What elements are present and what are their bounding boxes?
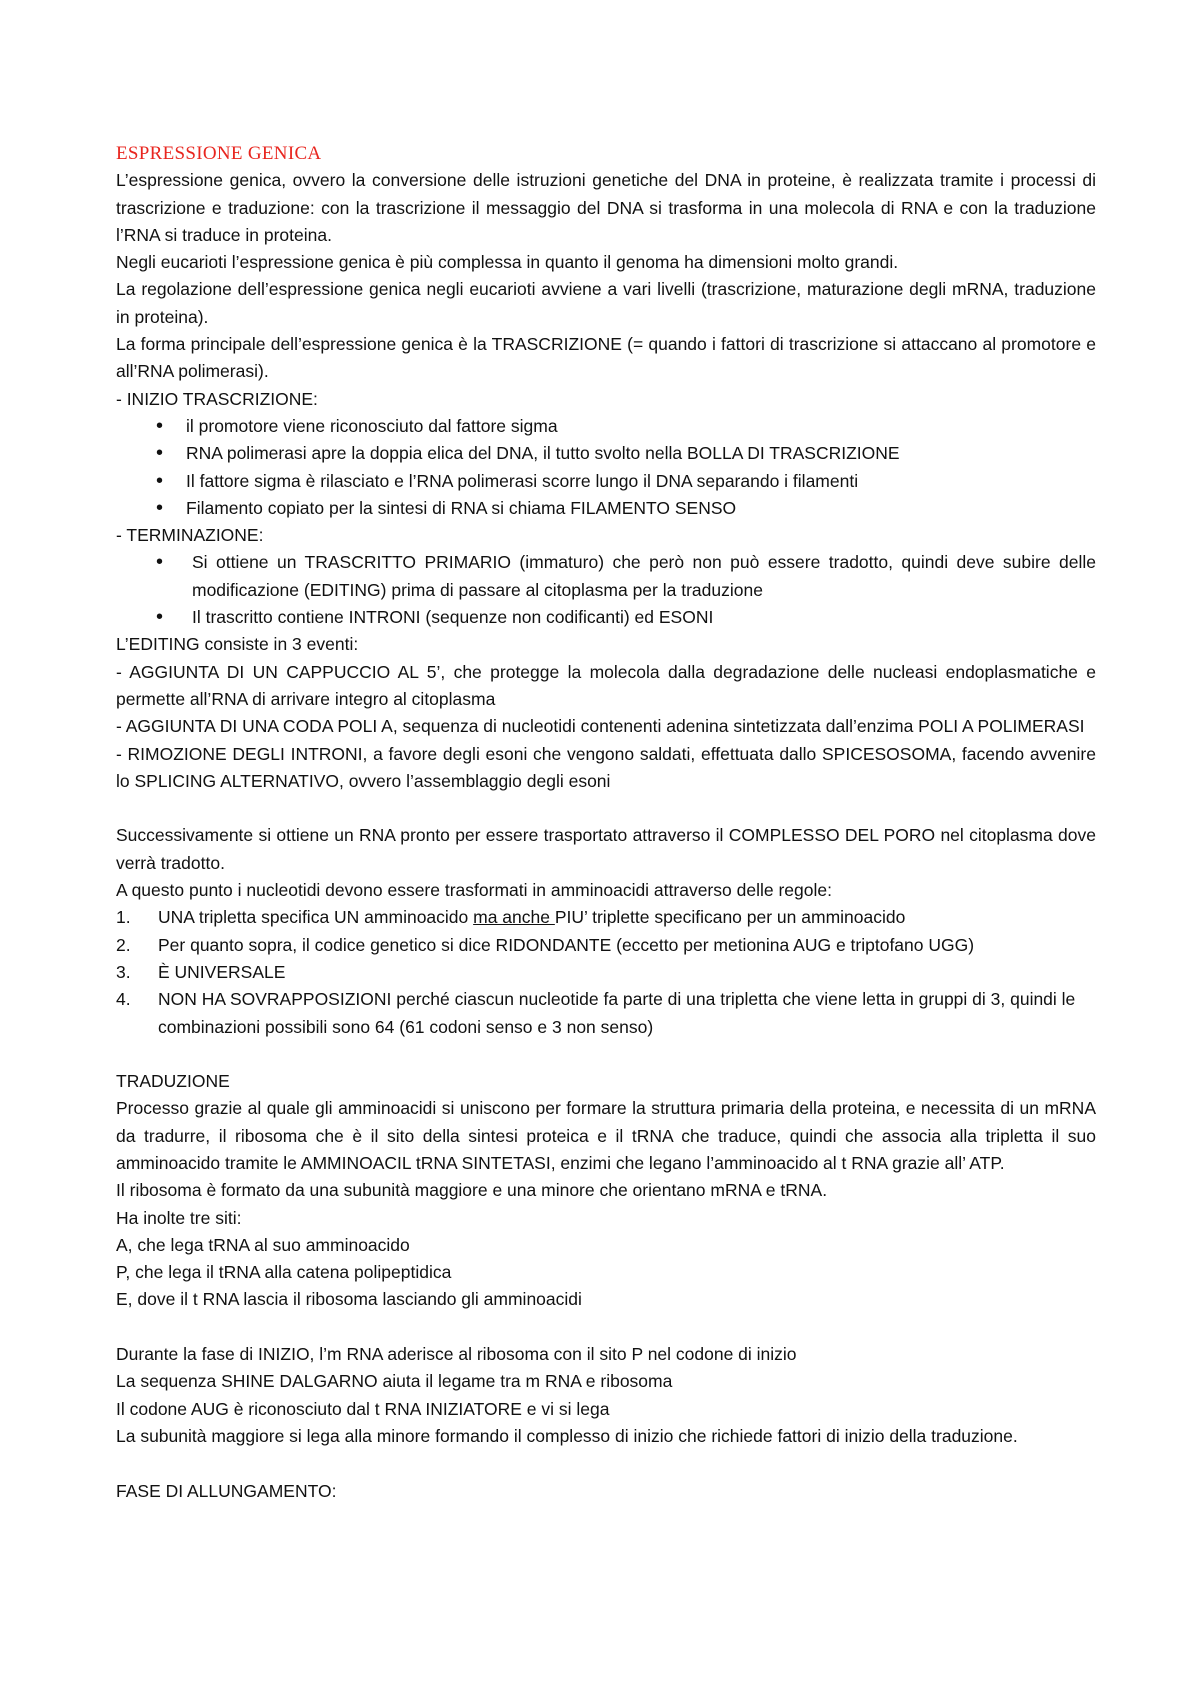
intro-paragraph-1: L’espressione genica, ovvero la conversione delle istruzioni genetiche del DNA in proteine, è realizzata tramite i processi di trascrizione e traduzione: con la trascrizione il messaggio del DNA si trasforma in una molecola di RNA e con la traduzione l’RNA si traduce in proteina. [116,170,1096,245]
list-item: • Il trascritto contiene INTRONI (sequenze non codificanti) ed ESONI [116,604,1096,631]
item-text-part: PIU’ triplette specificano per un amminoacido [554,907,906,928]
list-item [116,932,1096,959]
intro-paragraph-3: La regolazione dell’espressione genica negli eucarioti avviene a vari livelli (trascrizione, maturazione degli mRNA, traduzione in proteina). [116,279,1096,327]
list-item: • Si ottiene un TRASCRITTO PRIMARIO (immaturo) che però non può essere tradotto, quindi deve subire delle modificazione (EDITING) prima di passare al citoplasma per la traduzione [116,549,1096,604]
codice-paragraph-2: A questo punto i nucleotidi devono essere trasformati in amminoacidi attraverso delle regole: [116,880,832,901]
item-text-underlined: ma anche [473,907,555,928]
document-page [116,140,1096,1505]
spacer [116,1314,1096,1341]
terminazione-heading: - TERMINAZIONE: [116,525,264,546]
item-text: Per quanto sopra, il codice genetico si dice RIDONDANTE (eccetto per metionina AUG e triptofano UGG) [158,934,975,955]
intro-paragraph-2: Negli eucarioti l’espressione genica è più complessa in quanto il genoma ha dimensioni molto grandi. [116,252,899,273]
list-item [116,904,1096,931]
allungamento-heading: FASE DI ALLUNGAMENTO: [116,1480,337,1501]
traduzione-paragraph-3: Ha inolte tre siti: [116,1207,242,1228]
terminazione-list [116,549,1096,631]
item-text: NON HA SOVRAPPOSIZIONI perché ciascun nucleotide fa parte di una tripletta che viene letta in gruppi di 3, quindi le combinazioni possibili sono 64 (61 codoni senso e 3 non senso) [158,989,1076,1037]
fase-inizio-paragraph-1: Durante la fase di INIZIO, l’m RNA aderisce al ribosoma con il sito P nel codone di inizio [116,1344,797,1365]
editing-event-3: - RIMOZIONE DEGLI INTRONI, a favore degli esoni che vengono saldati, effettuata dallo SPICESOSOMA, facendo avvenire lo SPLICING ALTERNATIVO, ovvero l’assemblaggio degli esoni [116,743,1096,791]
spacer [116,1450,1096,1477]
spacer [116,1041,1096,1068]
fase-inizio-paragraph-3: Il codone AUG è riconosciuto dal t RNA INIZIATORE e vi si lega [116,1398,610,1419]
list-item [116,959,1096,986]
intro-paragraph-4: La forma principale dell’espressione genica è la TRASCRIZIONE (= quando i fattori di trascrizione si attaccano al promotore e all’RNA polimerasi). [116,334,1096,382]
traduzione-paragraph-1: Processo grazie al quale gli amminoacidi si uniscono per formare la struttura primaria della proteina, e necessita di un mRNA da tradurre, il ribosoma che è il sito della sintesi proteica e il tRNA che traduce, quindi che associa alla tripletta il suo amminoacido tramite le AMMINOACIL tRNA SINTETASI, enzimi che legano l’amminoacido al t RNA grazie all’ ATP. [116,1098,1096,1173]
fase-inizio-paragraph-2: La sequenza SHINE DALGARNO aiuta il legame tra m RNA e ribosoma [116,1371,673,1392]
inizio-list [116,413,1096,522]
editing-event-2: - AGGIUNTA DI UNA CODA POLI A, sequenza di nucleotidi contenenti adenina sintetizzata dall’enzima POLI A POLIMERASI [116,716,1085,737]
item-number: 2. [116,934,131,955]
list-item [116,986,1096,1041]
item-number: 3. [116,961,131,982]
traduzione-paragraph-2: Il ribosoma è formato da una subunità maggiore e una minore che orientano mRNA e tRNA. [116,1180,828,1201]
list-item: • il promotore viene riconosciuto dal fattore sigma [116,413,1096,440]
fase-inizio-paragraph-4: La subunità maggiore si lega alla minore formando il complesso di inizio che richiede fattori di inizio della traduzione. [116,1425,1018,1446]
traduzione-heading: TRADUZIONE [116,1071,230,1092]
list-item: • Filamento copiato per la sintesi di RNA si chiama FILAMENTO SENSO [116,495,1096,522]
spacer [116,795,1096,822]
item-text-part: UNA tripletta specifica UN amminoacido [158,907,474,928]
page-title: ESPRESSIONE GENICA [116,143,322,164]
item-number: 1. [116,907,131,928]
list-item: • Il fattore sigma è rilasciato e l’RNA polimerasi scorre lungo il DNA separando i filamenti [116,468,1096,495]
list-item: • RNA polimerasi apre la doppia elica del DNA, il tutto svolto nella BOLLA DI TRASCRIZIONE [116,440,1096,467]
item-number: 4. [116,989,131,1010]
item-text: È UNIVERSALE [158,961,286,982]
codice-rules-list [116,904,1096,1040]
site-p: P, che lega il tRNA alla catena polipeptidica [116,1262,452,1283]
editing-event-1: - AGGIUNTA DI UN CAPPUCCIO AL 5’, che protegge la molecola dalla degradazione delle nucleasi endoplasmatiche e permette all’RNA di arrivare integro al citoplasma [116,661,1096,709]
inizio-heading: - INIZIO TRASCRIZIONE: [116,388,318,409]
site-a: A, che lega tRNA al suo amminoacido [116,1234,410,1255]
codice-paragraph-1: Successivamente si ottiene un RNA pronto per essere trasportato attraverso il COMPLESSO DEL PORO nel citoplasma dove verrà tradotto. [116,825,1096,873]
site-e: E, dove il t RNA lascia il ribosoma lasciando gli amminoacidi [116,1289,582,1310]
editing-heading: L’EDITING consiste in 3 eventi: [116,634,359,655]
